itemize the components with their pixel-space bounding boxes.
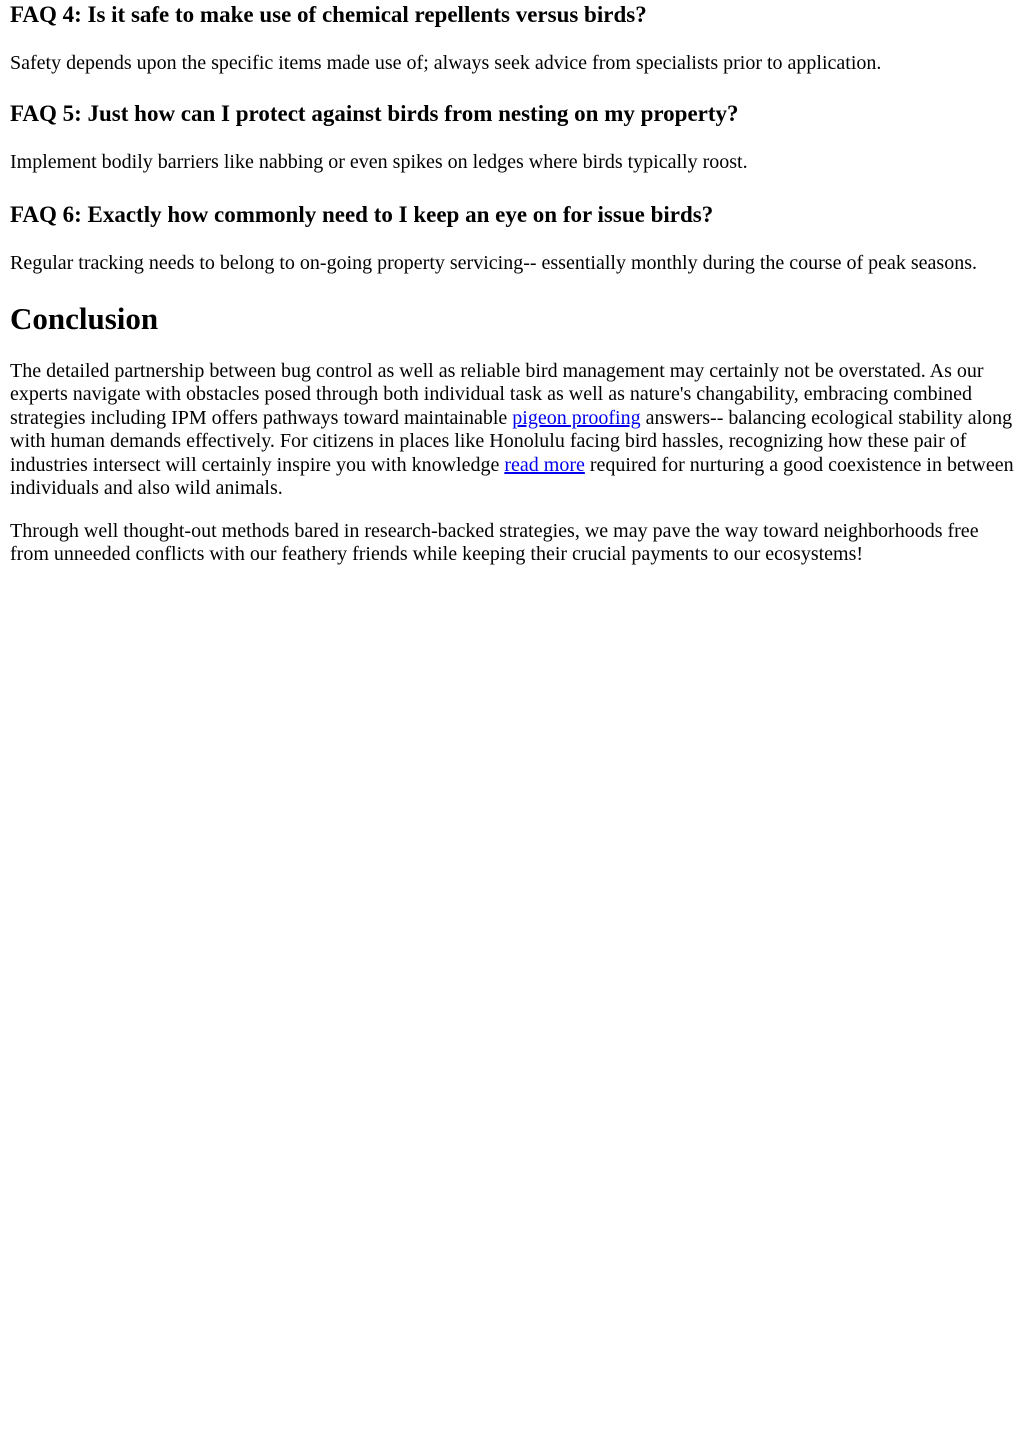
conclusion-paragraph-2: Through well thought-out methods bared in research-backed strategies, we may pave the way toward neighborhoods free from unneeded conflicts with our feathery friends while keeping their crucial payments to our ecosystems! [10, 520, 979, 566]
conclusion-text-1: The detailed partnership between bug control as well as reliable bird management may certainly not be overstated. As our experts navigate with obstacles posed through both individual task as well as nature's changability, embracing combined strategies including IPM offers pathways toward maintainable [10, 360, 984, 429]
faq-6-question: FAQ 6: Exactly how commonly need to I keep an eye on for issue birds? [10, 202, 714, 227]
faq-4-answer: Safety depends upon the specific items made use of; always seek advice from specialists prior to application. [10, 52, 882, 74]
conclusion-paragraph-1 [10, 360, 1014, 500]
faq-5-question: FAQ 5: Just how can I protect against birds from nesting on my property? [10, 101, 739, 126]
pigeon-proofing-link[interactable]: pigeon proofing [512, 406, 641, 429]
read-more-link[interactable]: read more [504, 453, 585, 476]
faq-4-question: FAQ 4: Is it safe to make use of chemical repellents versus birds? [10, 2, 647, 27]
conclusion-text-2: answers-- balancing ecological stability along with human demands effectively. For citizens in places like Honolulu facing bird hassles, recognizing how these pair of industries intersect will certainly inspire you with knowledge [10, 406, 1013, 476]
conclusion-text-3: required for nurturing a good coexistence in between individuals and also wild animals. [10, 453, 1014, 500]
faq-6-answer: Regular tracking needs to belong to on-going property servicing-- essentially monthly during the course of peak seasons. [10, 252, 977, 274]
conclusion-heading: Conclusion [10, 301, 159, 336]
faq-5-answer: Implement bodily barriers like nabbing or even spikes on ledges where birds typically roost. [10, 151, 748, 173]
